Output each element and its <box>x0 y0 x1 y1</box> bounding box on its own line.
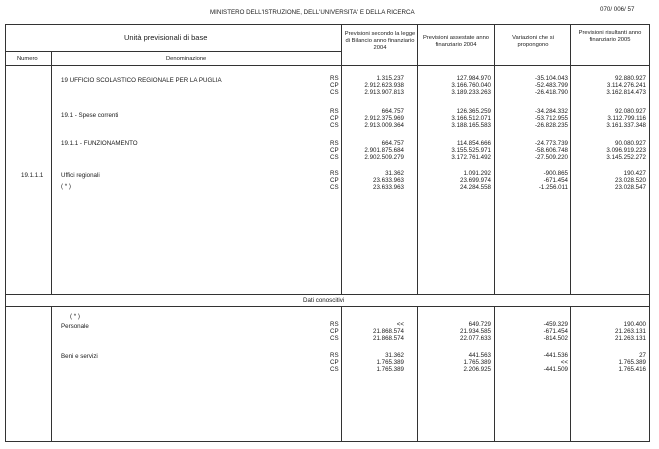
cell-value: 2.902.509.279 <box>364 154 404 161</box>
cell-value: 1.315.237 <box>376 75 404 82</box>
section-col3 <box>497 140 568 161</box>
cell-value: 2.901.875.684 <box>364 147 404 154</box>
type-code: RS <box>330 75 339 82</box>
type-code: CP <box>330 115 339 122</box>
type-code: CS <box>330 154 339 161</box>
cell-value: 1.765.389 <box>376 366 404 373</box>
section-col2 <box>420 140 491 161</box>
cell-value: -58.606.748 <box>534 147 568 154</box>
cell-value: 126.365.259 <box>456 108 491 115</box>
cell-value: 24.284.558 <box>460 184 491 191</box>
section-col2 <box>420 108 491 129</box>
cell-value: -34.284.332 <box>534 108 568 115</box>
dati-top-rule <box>5 294 650 295</box>
group-label: Beni e servizi <box>61 353 98 360</box>
cell-value: 21.934.585 <box>460 328 491 335</box>
cell-value: 664.757 <box>381 140 404 147</box>
type-code: RS <box>330 140 339 147</box>
section-col3 <box>497 75 568 96</box>
type-code: CP <box>330 177 339 184</box>
type-code: RS <box>330 108 339 115</box>
ministry-header: MINISTERO DELL'ISTRUZIONE, DELL'UNIVERSITA' E DELLA RICERCA <box>210 9 415 16</box>
denominazione-header: Denominazione <box>166 56 207 62</box>
cell-value: 31.362 <box>385 352 404 359</box>
cell-value: 3.189.233.263 <box>451 89 491 96</box>
cell-value: 21.263.131 <box>615 328 646 335</box>
page-reference: 070/ 006/ 57 <box>600 6 635 13</box>
section-col1 <box>344 108 404 129</box>
cell-value: 22.077.633 <box>460 335 491 342</box>
col4-header: Previsioni risultanti anno finanziario 2005 <box>578 30 642 43</box>
section-numero: 19.1.1.1 <box>21 172 44 179</box>
section-col1 <box>344 140 404 161</box>
cell-value: 3.172.761.492 <box>451 154 491 161</box>
divider-col2-lower <box>417 306 418 442</box>
cell-value: -671.454 <box>543 177 568 184</box>
divider-col1-lower <box>341 306 342 442</box>
cell-value: -53.712.955 <box>534 115 568 122</box>
cell-value: 27 <box>639 352 646 359</box>
cell-value: 3.096.919.223 <box>606 147 646 154</box>
cell-value: 3.188.165.583 <box>451 122 491 129</box>
type-code: RS <box>330 352 339 359</box>
divider-numero-lower <box>51 306 52 442</box>
type-code: CP <box>330 328 339 335</box>
unita-header: Unità previsionali di base <box>124 33 208 42</box>
col3-header: Variazioni che si propongono <box>512 35 554 48</box>
section-col4 <box>573 170 646 191</box>
cell-value: 1.765.389 <box>618 359 646 366</box>
cell-value: 21.263.131 <box>615 335 646 342</box>
cell-value: 31.362 <box>385 170 404 177</box>
section-col4 <box>573 140 646 161</box>
cell-value: -35.104.043 <box>534 75 568 82</box>
cell-value: 190.427 <box>623 170 646 177</box>
section-col1 <box>344 75 404 96</box>
numero-header: Numero <box>17 56 38 62</box>
cell-value: 649.729 <box>468 321 491 328</box>
divider-col3-lower <box>494 306 495 442</box>
cell-value: << <box>560 359 568 366</box>
cell-value: -26.418.790 <box>534 89 568 96</box>
cell-value: 3.161.337.348 <box>606 122 646 129</box>
cell-value: -671.454 <box>543 328 568 335</box>
cell-value: 23.633.963 <box>373 177 404 184</box>
cell-value: 2.913.907.813 <box>364 89 404 96</box>
section-col3 <box>497 170 568 191</box>
section-label: Uffici regionali <box>61 172 100 179</box>
cell-value: -24.773.739 <box>534 140 568 147</box>
cell-value: 3.114.276.241 <box>606 82 646 89</box>
dati-bottom-rule <box>5 306 650 307</box>
cell-value: 1.765.389 <box>463 359 491 366</box>
cell-value: 3.166.760.040 <box>451 82 491 89</box>
cell-value: 92.080.927 <box>615 108 646 115</box>
cell-value: 441.563 <box>468 352 491 359</box>
col1-header: Previsioni secondo la legge di Bilancio anno finanziario 2004 <box>344 31 416 51</box>
section-col2 <box>420 170 491 191</box>
type-code: RS <box>330 321 339 328</box>
dati-note: ( * ) <box>70 313 80 320</box>
section-types <box>330 140 339 161</box>
type-code: CS <box>330 122 339 129</box>
section-col1 <box>344 170 404 191</box>
cell-value: 190.400 <box>623 321 646 328</box>
cell-value: 3.112.799.116 <box>607 115 646 122</box>
group-types <box>330 352 339 373</box>
group-col1 <box>344 352 404 373</box>
cell-value: -900.865 <box>543 170 568 177</box>
cell-value: -814.502 <box>543 335 568 342</box>
type-code: RS <box>330 170 339 177</box>
section-col4 <box>573 75 646 96</box>
group-col3 <box>497 352 568 373</box>
cell-value: -27.509.220 <box>534 154 568 161</box>
cell-value: 3.145.252.272 <box>606 154 646 161</box>
header-subdivider <box>5 51 341 52</box>
dati-title: Dati conoscitivi <box>303 297 345 304</box>
cell-value: << <box>396 321 404 328</box>
cell-value: 1.765.389 <box>376 359 404 366</box>
cell-value: 3.166.512.071 <box>451 115 491 122</box>
cell-value: 3.155.525.971 <box>451 147 491 154</box>
cell-value: 90.080.927 <box>615 140 646 147</box>
cell-value: -459.329 <box>543 321 568 328</box>
cell-value: 1.091.292 <box>463 170 491 177</box>
group-col2 <box>420 321 491 342</box>
group-col4 <box>573 321 646 342</box>
type-code: CS <box>330 335 339 342</box>
cell-value: -1.256.011 <box>538 184 568 191</box>
header-bottom-rule <box>5 65 650 66</box>
group-col1 <box>344 321 404 342</box>
section-col4 <box>573 108 646 129</box>
cell-value: 21.868.574 <box>373 328 404 335</box>
cell-value: 127.984.970 <box>456 75 491 82</box>
cell-value: 2.912.375.969 <box>364 115 404 122</box>
cell-value: 664.757 <box>381 108 404 115</box>
section-note: ( * ) <box>61 183 71 190</box>
group-types <box>330 321 339 342</box>
section-types <box>330 75 339 96</box>
group-col3 <box>497 321 568 342</box>
section-types <box>330 108 339 129</box>
cell-value: -441.509 <box>543 366 568 373</box>
section-types <box>330 170 339 191</box>
cell-value: 2.913.009.364 <box>364 122 404 129</box>
cell-value: 23.028.520 <box>615 177 646 184</box>
type-code: CP <box>330 359 339 366</box>
cell-value: 21.868.574 <box>373 335 404 342</box>
cell-value: 92.880.927 <box>615 75 646 82</box>
section-col2 <box>420 75 491 96</box>
divider-numero <box>51 51 52 294</box>
group-col4 <box>573 352 646 373</box>
type-code: CS <box>330 89 339 96</box>
col2-header: Previsioni assestate anno finanziario 2004 <box>422 35 490 48</box>
section-label: 19 UFFICIO SCOLASTICO REGIONALE PER LA PUGLIA <box>61 77 222 84</box>
section-label: 19.1.1 - FUNZIONAMENTO <box>61 140 138 147</box>
cell-value: 23.699.974 <box>460 177 491 184</box>
cell-value: 2.206.925 <box>463 366 491 373</box>
type-code: CP <box>330 147 339 154</box>
cell-value: 1.765.416 <box>618 366 646 373</box>
section-label: 19.1 - Spese correnti <box>61 112 119 119</box>
cell-value: 23.633.963 <box>373 184 404 191</box>
cell-value: -26.828.235 <box>534 122 568 129</box>
group-label: Personale <box>61 323 89 330</box>
cell-value: 3.162.814.473 <box>606 89 646 96</box>
cell-value: 23.028.547 <box>615 184 646 191</box>
cell-value: 2.912.623.938 <box>364 82 404 89</box>
divider-col4-lower <box>570 306 571 442</box>
type-code: CS <box>330 366 339 373</box>
group-col2 <box>420 352 491 373</box>
cell-value: 114.854.666 <box>457 140 491 147</box>
type-code: CS <box>330 184 339 191</box>
type-code: CP <box>330 82 339 89</box>
cell-value: -441.536 <box>543 352 568 359</box>
section-col3 <box>497 108 568 129</box>
cell-value: -52.483.799 <box>534 82 568 89</box>
